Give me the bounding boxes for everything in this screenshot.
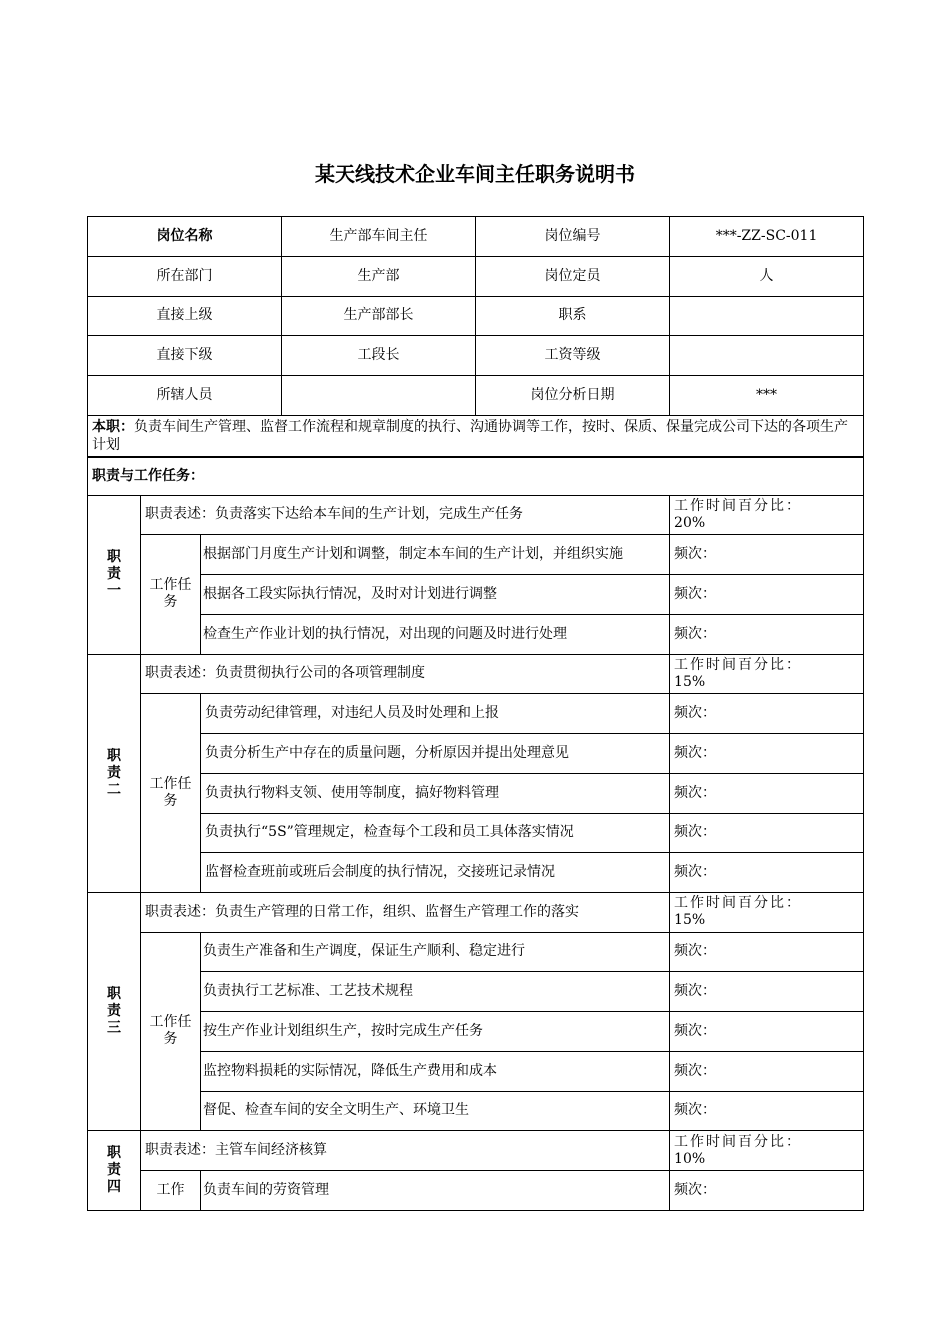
task-row xyxy=(88,773,864,813)
header-value: 生产部部长 xyxy=(282,296,476,336)
time-percentage-cell xyxy=(670,654,864,694)
header-label: 岗位编号 xyxy=(476,217,670,257)
time-percentage-label: 工作时间百分比： xyxy=(674,1133,803,1150)
benzhi-cell xyxy=(88,415,864,457)
frequency-cell: 频次： xyxy=(670,932,864,972)
benzhi-label: 本职： xyxy=(92,418,134,435)
task-row xyxy=(88,813,864,853)
header-label: 岗位分析日期 xyxy=(476,376,670,416)
work-task-label: 工作任务 xyxy=(141,694,201,893)
task-row xyxy=(88,575,864,615)
work-task-label: 工作 xyxy=(141,1171,201,1211)
header-value xyxy=(282,376,476,416)
duty-desc-row xyxy=(88,892,864,932)
duty-label-char: 职 xyxy=(107,747,121,764)
task-text: 负责分析生产中存在的质量问题，分析原因并提出处理意见 xyxy=(201,734,670,774)
header-label: 所辖人员 xyxy=(88,376,282,416)
task-text: 督促、检查车间的安全文明生产、环境卫生 xyxy=(201,1091,670,1131)
task-row xyxy=(88,932,864,972)
time-percentage-value: 15% xyxy=(674,912,706,928)
header-value xyxy=(670,336,864,376)
time-percentage-label: 工作时间百分比： xyxy=(674,895,803,911)
task-text: 按生产作业计划组织生产，按时完成生产任务 xyxy=(201,1012,670,1052)
duty-label-char: 责 xyxy=(107,1002,121,1019)
header-row xyxy=(88,296,864,336)
task-row xyxy=(88,1051,864,1091)
frequency-cell: 频次： xyxy=(670,1012,864,1052)
frequency-cell: 频次： xyxy=(670,1051,864,1091)
duties-heading-row xyxy=(88,457,864,495)
frequency-cell: 频次： xyxy=(670,614,864,654)
task-row xyxy=(88,535,864,575)
frequency-cell: 频次： xyxy=(670,535,864,575)
time-percentage-cell xyxy=(670,1131,864,1171)
header-label: 工资等级 xyxy=(476,336,670,376)
task-text: 监控物料损耗的实际情况，降低生产费用和成本 xyxy=(201,1051,670,1091)
task-row xyxy=(88,1091,864,1131)
header-label: 职系 xyxy=(476,296,670,336)
work-task-label: 工作任务 xyxy=(141,535,201,655)
time-percentage-label: 工作时间百分比： xyxy=(674,497,803,514)
task-text: 负责执行工艺标准、工艺技术规程 xyxy=(201,972,670,1012)
duty-label xyxy=(88,1131,141,1211)
duty-label xyxy=(88,892,141,1131)
header-row xyxy=(88,336,864,376)
task-row xyxy=(88,853,864,893)
header-row xyxy=(88,257,864,297)
frequency-cell: 频次： xyxy=(670,853,864,893)
task-text: 负责执行“5S”管理规定，检查每个工段和员工具体落实情况 xyxy=(201,813,670,853)
duty-description: 职责表述：主管车间经济核算 xyxy=(141,1131,670,1171)
frequency-cell: 频次： xyxy=(670,1091,864,1131)
duty-description: 职责表述：负责落实下达给本车间的生产计划，完成生产任务 xyxy=(141,495,670,535)
task-row xyxy=(88,1012,864,1052)
frequency-cell: 频次： xyxy=(670,575,864,615)
duties-heading: 职责与工作任务： xyxy=(88,457,864,495)
duty-label-char: 职 xyxy=(107,549,121,565)
frequency-cell: 频次： xyxy=(670,1171,864,1211)
frequency-cell: 频次： xyxy=(670,813,864,853)
duty-label-char: 职 xyxy=(107,1144,121,1161)
time-percentage-cell xyxy=(670,495,864,535)
task-text: 检查生产作业计划的执行情况，对出现的问题及时进行处理 xyxy=(201,614,670,654)
duty-description: 职责表述：负责贯彻执行公司的各项管理制度 xyxy=(141,654,670,694)
header-value: *** xyxy=(670,376,864,416)
task-row xyxy=(88,972,864,1012)
duty-desc-row xyxy=(88,495,864,535)
duty-label-char: 四 xyxy=(107,1178,121,1195)
header-value: 人 xyxy=(670,257,864,297)
header-value: ***-ZZ-SC-011 xyxy=(670,217,864,257)
header-label: 岗位名称 xyxy=(88,217,282,257)
duty-desc-row xyxy=(88,1131,864,1171)
time-percentage-value: 10% xyxy=(674,1150,706,1167)
time-percentage-label: 工作时间百分比： xyxy=(674,656,803,673)
task-text: 负责劳动纪律管理，对违纪人员及时处理和上报 xyxy=(201,694,670,734)
header-value xyxy=(670,296,864,336)
duty-label-char: 三 xyxy=(107,1019,121,1036)
task-text: 负责车间的劳资管理 xyxy=(201,1171,670,1211)
time-percentage-cell xyxy=(670,892,864,932)
frequency-cell: 频次： xyxy=(670,773,864,813)
task-text: 监督检查班前或班后会制度的执行情况，交接班记录情况 xyxy=(201,853,670,893)
benzhi-row xyxy=(88,415,864,457)
header-value: 工段长 xyxy=(282,336,476,376)
duty-label-char: 一 xyxy=(107,583,121,599)
work-task-label: 工作任务 xyxy=(141,932,201,1131)
header-value: 生产部车间主任 xyxy=(282,217,476,257)
header-label: 直接上级 xyxy=(88,296,282,336)
duty-label-char: 职 xyxy=(107,985,121,1002)
frequency-cell: 频次： xyxy=(670,734,864,774)
header-label: 所在部门 xyxy=(88,257,282,297)
header-row xyxy=(88,217,864,257)
task-row xyxy=(88,1171,864,1211)
duty-desc-row xyxy=(88,654,864,694)
duty-label xyxy=(88,654,141,892)
task-text: 根据部门月度生产计划和调整，制定本车间的生产计划，并组织实施 xyxy=(201,535,670,575)
duty-label-char: 责 xyxy=(107,1161,121,1178)
duty-label-char: 责 xyxy=(107,566,121,582)
header-label: 岗位定员 xyxy=(476,257,670,297)
time-percentage-value: 15% xyxy=(674,673,706,690)
frequency-cell: 频次： xyxy=(670,694,864,734)
benzhi-text: 负责车间生产管理、监督工作流程和规章制度的执行、沟通协调等工作，按时、保质、保量完成公司下达的各项生产计划 xyxy=(92,418,848,453)
task-text: 负责执行物料支领、使用等制度，搞好物料管理 xyxy=(201,773,670,813)
header-value: 生产部 xyxy=(282,257,476,297)
document-title: 某天线技术企业车间主任职务说明书 xyxy=(315,162,635,186)
header-label: 直接下级 xyxy=(88,336,282,376)
task-row xyxy=(88,734,864,774)
duty-label-char: 责 xyxy=(107,764,121,781)
duty-label xyxy=(88,495,141,654)
task-row xyxy=(88,694,864,734)
frequency-cell: 频次： xyxy=(670,972,864,1012)
time-percentage-value: 20% xyxy=(674,514,706,531)
duty-label-char: 二 xyxy=(107,781,121,798)
task-row xyxy=(88,614,864,654)
header-row xyxy=(88,376,864,416)
task-text: 根据各工段实际执行情况，及时对计划进行调整 xyxy=(201,575,670,615)
task-text: 负责生产准备和生产调度，保证生产顺利、稳定进行 xyxy=(201,932,670,972)
duty-description: 职责表述：负责生产管理的日常工作，组织、监督生产管理工作的落实 xyxy=(141,892,670,932)
job-description-table xyxy=(87,216,864,1211)
